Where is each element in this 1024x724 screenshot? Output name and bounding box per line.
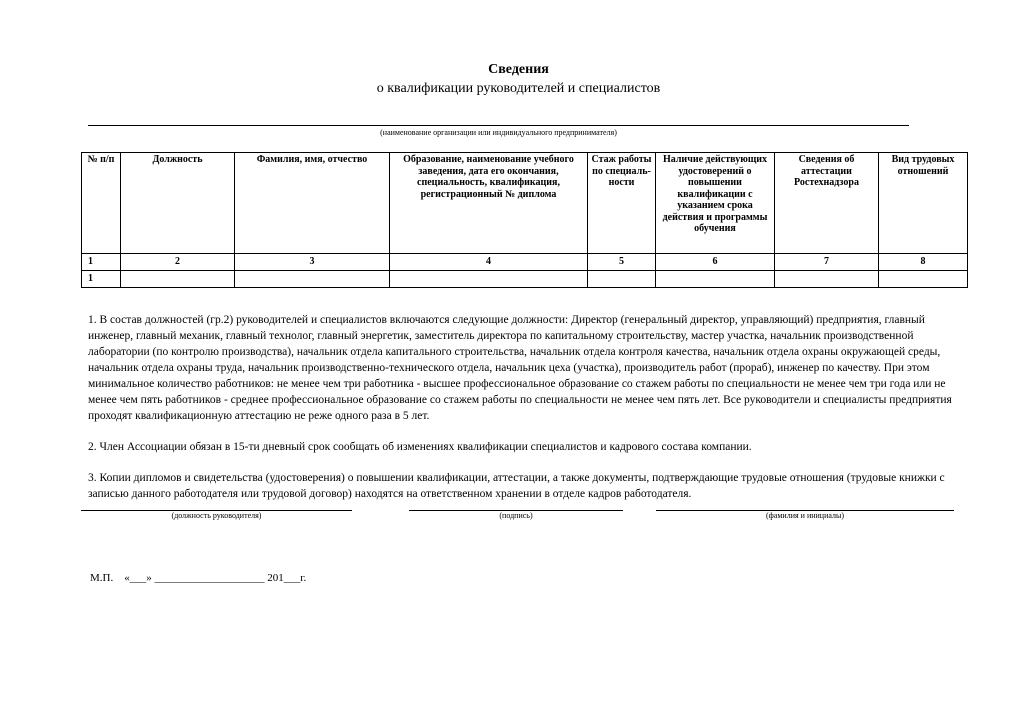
- organization-name-line: [88, 125, 909, 126]
- table-cell[interactable]: [235, 271, 390, 288]
- col-position-header: Должность: [121, 153, 235, 254]
- column-number: 3: [235, 254, 390, 271]
- column-number: 6: [656, 254, 775, 271]
- col-certificates-header: Наличие действующих удостоверений о повышении квалификации с указанием срока действия и программы обучения: [656, 153, 775, 254]
- stamp-date-line: М.П. «___» ____________________ 201___г.: [90, 572, 307, 584]
- qualification-table: [81, 152, 968, 288]
- column-number: 5: [588, 254, 656, 271]
- col-fullname-header: Фамилия, имя, отчество: [235, 153, 390, 254]
- note-paragraph: 3. Копии дипломов и свидетельства (удостоверения) о повышении квалификации, аттестации, а также документы, подтверждающие трудовые отношения (трудовые книжки с записью данного работодателя или трудовой договор) находятся на ответственном хранении в отделе кадров работодателя.: [88, 472, 945, 500]
- note-paragraph: 1. В состав должностей (гр.2) руководителей и специалистов включаются следующие должности: Директор (генеральный директор, управляющий) предприятия, главный инженер, главный механик, главный технолог, главный энергетик, заместитель директора по капитальному строительству, мастер участка, начальник производственной лаборатории (по контролю производства), начальник отдела капитального строительства, начальник отдела контроля качества, начальник отдела охраны окружающей среды, начальник отдела охраны труда, начальник производственно-технического отдела, начальник цеха (участка), производитель работ (прораб), инженер по качеству. При этом минимальное количество работников: не менее чем три работника - высшее профессиональное образование со стажем работы по специальности не менее чем три года или не менее чем пять работников - среднее профессиональное образование со стажем работы по специальности не менее чем пять лет. Все руководители и специалисты предприятия проходят квалификационную аттестацию не реже одного раза в 5 лет.: [88, 314, 952, 422]
- column-number: 4: [390, 254, 588, 271]
- document-title: Сведения: [488, 62, 549, 77]
- column-number: 2: [121, 254, 235, 271]
- position-caption: (должность руководителя): [171, 511, 262, 520]
- signature-caption: (подпись): [499, 511, 533, 520]
- table-row: [82, 271, 968, 288]
- table-cell[interactable]: [588, 271, 656, 288]
- fullname-caption: (фамилия и инициалы): [765, 511, 845, 520]
- note-paragraph: 2. Член Ассоциации обязан в 15-ти дневный срок сообщать об изменениях квалификации специалистов и кадрового состава компании.: [88, 441, 752, 453]
- table-cell[interactable]: [775, 271, 879, 288]
- column-number: 8: [879, 254, 968, 271]
- col-education-header: Образование, наименование учебного заведения, дата его окончания, специальность, квалификация, регистрационный № диплома: [390, 153, 588, 254]
- column-number-row: [82, 254, 968, 271]
- table-cell[interactable]: [390, 271, 588, 288]
- col-employment-header: Вид трудовых отношений: [879, 153, 968, 254]
- column-number: 1: [82, 254, 121, 271]
- document-subtitle: о квалификации руководителей и специалистов: [376, 81, 661, 96]
- table-cell[interactable]: [121, 271, 235, 288]
- col-number-header: № п/п: [82, 153, 121, 254]
- table-cell[interactable]: 1: [82, 271, 121, 288]
- organization-caption: (наименование организации или индивидуального предпринимателя): [380, 128, 617, 137]
- column-number: 7: [775, 254, 879, 271]
- col-attestation-header: Сведения об аттестации Ростехнадзора: [775, 153, 879, 254]
- col-experience-header: Стаж работы по специаль-ности: [588, 153, 656, 254]
- table-header-row: [82, 153, 968, 254]
- table-cell[interactable]: [879, 271, 968, 288]
- notes-section: [88, 312, 958, 517]
- table-cell[interactable]: [656, 271, 775, 288]
